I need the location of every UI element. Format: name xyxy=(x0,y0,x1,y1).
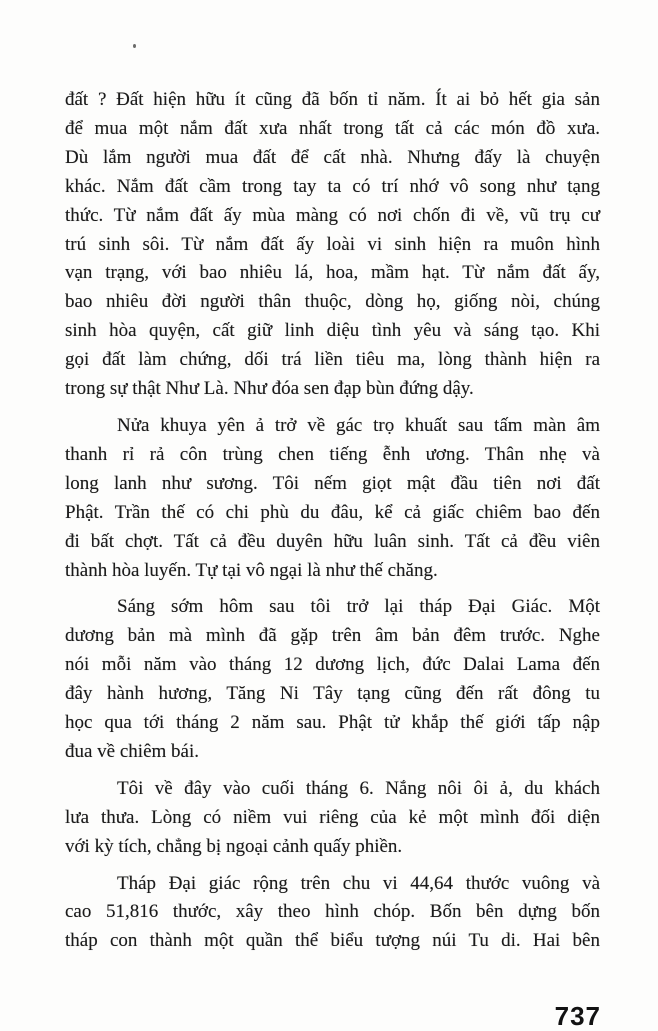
text-line: dương bản mà mình đã gặp trên âm bản đêm trước. Nghe xyxy=(65,625,600,647)
text-line: đất ? Đất hiện hữu ít cũng đã bốn tỉ năm. Ít ai bỏ hết gia sản xyxy=(65,89,600,110)
text-line: gọi đất làm chứng, dối trá liền tiêu ma, lòng thành hiện ra xyxy=(65,349,600,371)
text-line: bao nhiêu đời người thân thuộc, dòng họ, giống nòi, chúng xyxy=(65,291,600,313)
text-line: Nửa khuya yên ả trở về gác trọ khuất sau tấm màn âm xyxy=(117,414,600,436)
page-text xyxy=(65,86,600,956)
text-line: với kỳ tích, chẳng bị ngoại cảnh quấy phiền. xyxy=(65,835,403,857)
text-line: học qua tới tháng 2 năm sau. Phật tử khắp thế giới tấp nập xyxy=(65,712,600,734)
text-line: lưa thưa. Lòng có niềm vui riêng của kẻ một mình đối diện xyxy=(65,806,600,828)
text-line: trong sự thật Như Là. Như đóa sen đạp bùn đứng dậy. xyxy=(65,378,474,400)
text-line: vạn trạng, với bao nhiêu lá, hoa, mầm hạt. Từ nắm đất ấy, xyxy=(65,262,600,284)
text-line: thành hòa luyến. Tự tại vô ngại là như thế chăng. xyxy=(65,559,438,581)
text-line: đi bất chợt. Tất cả đều duyên hữu luân sinh. Tất cả đều viên xyxy=(65,530,600,552)
paragraph xyxy=(65,412,600,585)
ink-speck xyxy=(133,44,136,48)
text-line: Sáng sớm hôm sau tôi trở lại tháp Đại Giác. Một xyxy=(117,596,600,618)
text-line: đua về chiêm bái. xyxy=(65,740,200,762)
text-line: để mua một nắm đất xưa nhất trong tất cả các món đồ xưa. xyxy=(65,117,600,139)
text-line: thức. Từ nắm đất ấy mùa màng có nơi chốn đi về, vũ trụ cư xyxy=(65,204,600,226)
text-line: sinh hòa quyện, cất giữ linh diệu tình yêu và sáng tạo. Khi xyxy=(65,320,600,342)
paragraph xyxy=(65,775,600,862)
text-line: thanh rỉ rả côn trùng chen tiếng ễnh ương. Thân nhẹ và xyxy=(65,443,600,465)
text-line: Tôi về đây vào cuối tháng 6. Nắng nôi ôi ả, du khách xyxy=(117,777,600,799)
text-line: long lanh như sương. Tôi nếm giọt mật đầu tiên nơi đất xyxy=(65,472,600,494)
page-number: 737 xyxy=(554,1001,601,1031)
paragraph xyxy=(65,86,600,404)
text-line: cao 51,816 thước, xây theo hình chóp. Bốn bên dựng bốn xyxy=(65,901,600,923)
text-line: Tháp Đại giác rộng trên chu vi 44,64 thước vuông và xyxy=(117,872,600,894)
paragraph xyxy=(65,593,600,766)
text-line: trú sinh sôi. Từ nắm đất ấy loài vi sinh hiện ra muôn hình xyxy=(65,233,600,255)
text-line: khác. Nắm đất cầm trong tay ta có trí nhớ vô song như tạng xyxy=(65,175,600,197)
text-line: tháp con thành một quần thể biểu tượng núi Tu di. Hai bên xyxy=(65,930,600,952)
text-line: Dù lắm người mua đất để cất nhà. Nhưng đấy là chuyện xyxy=(65,146,600,168)
text-line: nói mỗi năm vào tháng 12 dương lịch, đức Dalai Lama đến xyxy=(65,654,600,676)
text-line: Phật. Trần thế có chi phù du đâu, kể cả giấc chiêm bao đến xyxy=(65,501,600,523)
paragraph xyxy=(65,870,600,957)
text-line: đây hành hương, Tăng Ni Tây tạng cũng đến rất đông tu xyxy=(65,683,600,705)
